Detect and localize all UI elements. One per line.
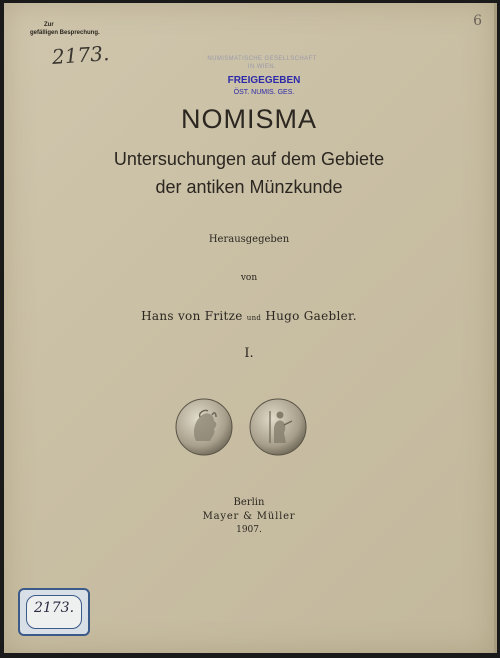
publication-year: 1907.	[236, 525, 262, 535]
von-label: von	[240, 273, 258, 283]
release-stamp	[204, 75, 324, 99]
edited-by-label: Herausgegeben	[208, 234, 290, 245]
authors	[4, 309, 494, 323]
handwritten-number: 2173.	[51, 41, 111, 69]
coin-reverse-icon	[248, 397, 308, 457]
author-1: Hans von Fritze	[141, 309, 243, 323]
society-stamp	[187, 55, 337, 71]
review-note-line1: Zur	[44, 22, 54, 28]
society-stamp-line2: IN WIEN.	[247, 64, 277, 70]
und-label: und	[246, 314, 262, 322]
review-note-line2: gefälligen Besprechung.	[30, 30, 100, 36]
volume-number: I.	[244, 346, 254, 361]
corner-mark: 6	[473, 13, 482, 29]
publication-place: Berlin	[233, 497, 265, 508]
book-title: NOMISMA	[180, 104, 317, 134]
review-note	[30, 21, 100, 37]
release-stamp-line1: FREIGEGEBEN	[227, 75, 301, 86]
library-label	[18, 588, 90, 636]
release-stamp-line2: ÖST. NUMIS. GES.	[233, 89, 295, 96]
library-label-number: 2173.	[33, 600, 75, 616]
subtitle-line2: der antiken Münzkunde	[155, 177, 343, 197]
society-stamp-line1: NUMISMATISCHE GESELLSCHAFT	[207, 56, 317, 62]
author-2: Hugo Gaebler.	[265, 309, 357, 323]
publisher: Mayer & Müller	[202, 511, 296, 522]
book-cover	[4, 3, 497, 653]
coin-obverse-icon	[174, 397, 234, 457]
subtitle-line1: Untersuchungen auf dem Gebiete	[113, 149, 385, 169]
